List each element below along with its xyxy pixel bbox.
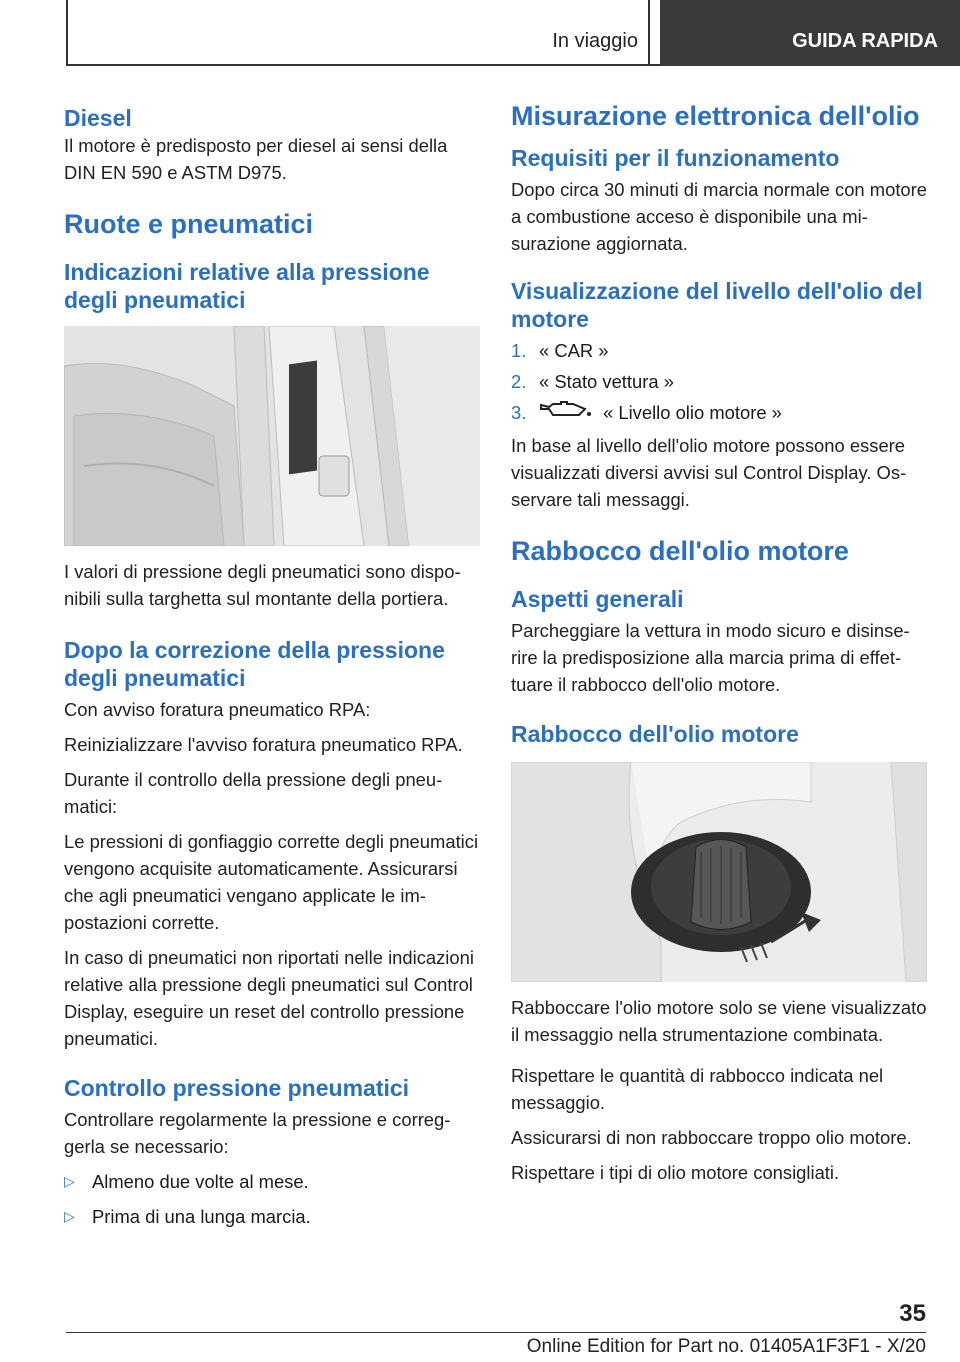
check-pressure-heading: Controllo pressione pneumatici — [64, 1075, 410, 1101]
step-item — [511, 399, 929, 426]
oil-filler-cap-drawing — [511, 762, 927, 982]
step-text: « CAR » — [539, 340, 609, 361]
door-pillar-illustration — [64, 326, 480, 546]
topup-p1: Rabboccare l'olio motore solo se viene visualizzato il messaggio nella strumentazione combinata. — [511, 997, 927, 1045]
topup-p3: Assicurarsi di non rabboccare troppo olio motore. — [511, 1127, 912, 1148]
left-column — [64, 100, 480, 1230]
oil-display-heading: Visualizzazione del livello dell'olio del motore — [511, 278, 923, 332]
wheels-heading: Ruote e pneumatici — [64, 209, 314, 239]
door-pillar-drawing — [64, 326, 480, 546]
diesel-text: Il motore è predisposto per diesel ai sensi della DIN EN 590 e ASTM D975. — [64, 135, 448, 183]
diesel-heading: Diesel — [64, 105, 132, 131]
step-item — [511, 337, 929, 364]
topup-p2: Rispettare le quantità di rabbocco indicata nel messaggio. — [511, 1065, 884, 1113]
requirements-text: Dopo circa 30 minuti di marcia normale con motore a combustione acceso è disponibile una misurazione aggiornata. — [511, 179, 928, 254]
oil-can-icon — [539, 399, 593, 426]
oil-measure-heading: Misurazione elettronica dell'olio — [511, 101, 920, 131]
topup-p4: Rispettare i tipi di olio motore consigliati. — [511, 1162, 840, 1183]
step-number: 1. — [511, 340, 527, 361]
general-text: Parcheggiare la vettura in modo sicuro e disinserire la predisposizione alla marcia prima di effettuare il rabbocco dell'olio motore. — [511, 620, 910, 695]
after-correction-p4: Le pressioni di gonfiaggio corrette degli pneumatici vengono acquisite automaticamente. Assicurarsi che agli pneumatici vengano applicate le impostazioni corrette. — [64, 831, 479, 933]
header-section-label: In viaggio — [552, 30, 638, 52]
check-pressure-text: Controllare regolarmente la pressione e correggerla se necessario: — [64, 1109, 451, 1157]
oil-filler-cap-illustration — [511, 762, 927, 982]
footer-edition: Online Edition for Part no. 01405A1F3F1 - X/20 — [526, 1336, 926, 1357]
pressure-info-heading: Indicazioni relative alla pressione degli pneumatici — [64, 259, 430, 313]
right-column — [511, 100, 929, 1186]
page-number: 35 — [899, 1300, 926, 1327]
check-pressure-list — [64, 1168, 480, 1230]
pressure-info-text: I valori di pressione degli pneumatici sono disponibili sulla targhetta sul montante della portiera. — [64, 561, 461, 609]
after-correction-p3: Durante il controllo della pressione degli pneumatici: — [64, 769, 443, 817]
step-number: 2. — [511, 371, 527, 392]
list-item: ▷ Almeno due volte al mese. — [64, 1168, 480, 1195]
triangle-bullet-icon: ▷ — [64, 1173, 75, 1189]
step-text: « Stato vettura » — [539, 371, 674, 392]
general-heading: Aspetti generali — [511, 586, 684, 612]
oil-display-steps — [511, 337, 929, 426]
step-item — [511, 368, 929, 395]
after-correction-p5: In caso di pneumatici non riportati nelle indicazioni relative alla pressione degli pneumatici sul Control Display, eseguire un reset del controllo pressione pneumatici. — [64, 947, 474, 1049]
step-text: « Livello olio motore » — [603, 402, 782, 423]
triangle-bullet-icon: ▷ — [64, 1208, 75, 1224]
list-item: ▷ Prima di una lunga marcia. — [64, 1203, 480, 1230]
topup-heading: Rabbocco dell'olio motore — [511, 536, 849, 566]
after-correction-p2: Reinizializzare l'avviso foratura pneumatico RPA. — [64, 734, 463, 755]
header-tab-label: GUIDA RAPIDA — [792, 30, 938, 52]
after-correction-heading: Dopo la correzione della pressione degli pneumatici — [64, 637, 445, 691]
footer-rule — [66, 1332, 926, 1333]
header-border-divider — [648, 0, 650, 66]
oil-display-text: In base al livello dell'olio motore possono essere visualizzati diversi avvisi sul Control Display. Osservare tali messaggi. — [511, 435, 907, 510]
header-border-left — [66, 0, 68, 66]
requirements-heading: Requisiti per il funzionamento — [511, 145, 840, 171]
topup-sub-heading: Rabbocco dell'olio motore — [511, 721, 799, 747]
step-number: 3. — [511, 402, 527, 423]
after-correction-p1: Con avviso foratura pneumatico RPA: — [64, 699, 371, 720]
